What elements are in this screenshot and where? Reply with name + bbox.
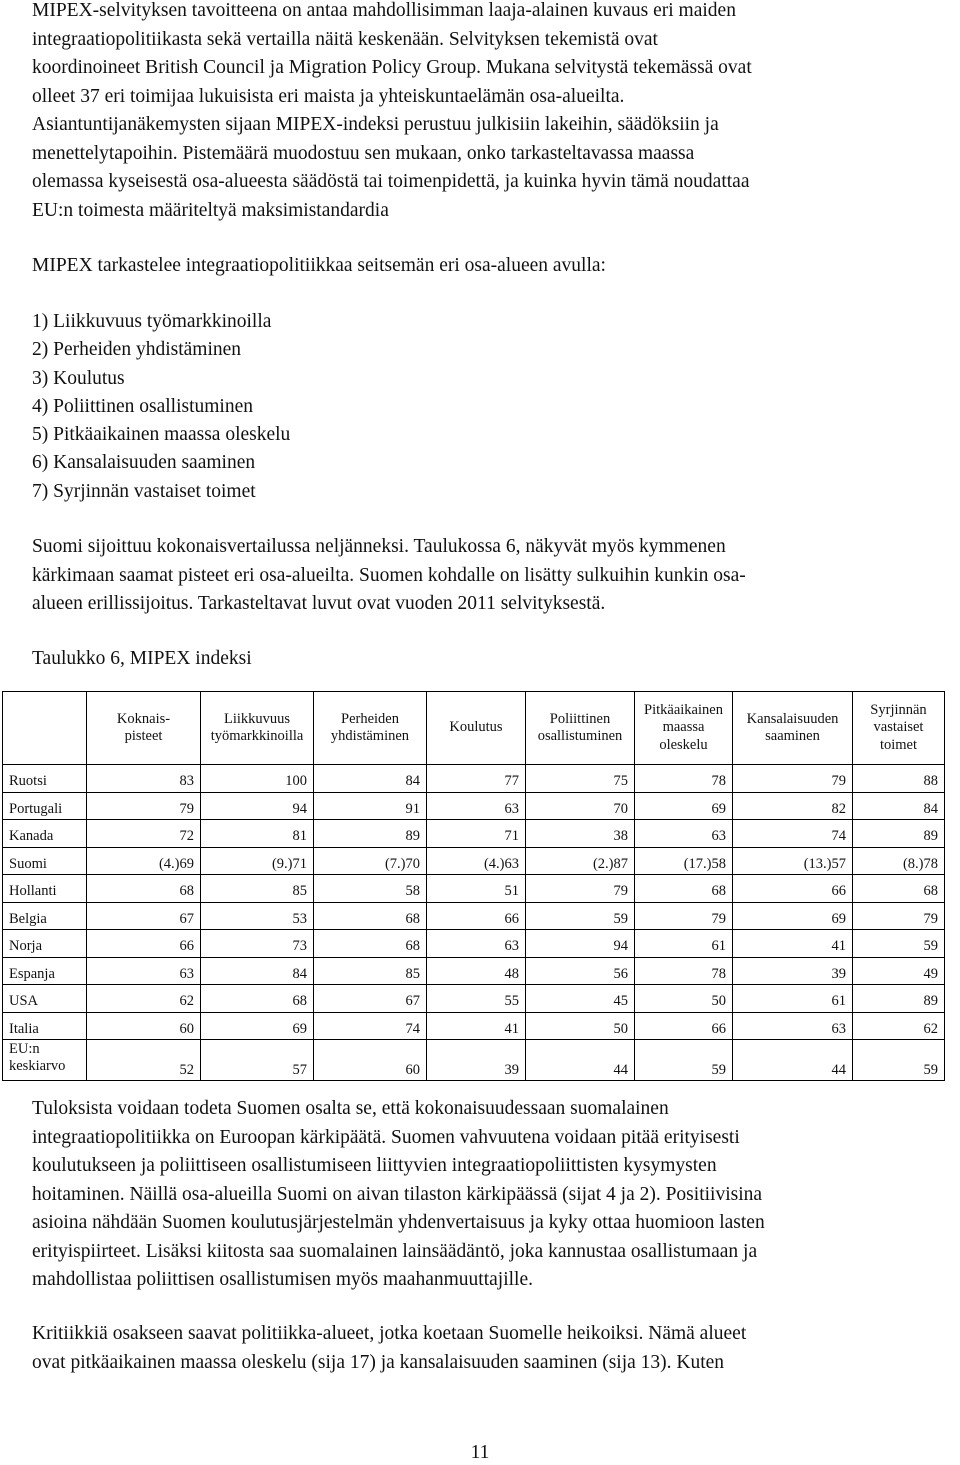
page-number: 11 [470,1442,490,1463]
score-cell: 38 [526,820,635,848]
country-cell: Ruotsi [3,765,87,793]
score-cell: 63 [635,820,733,848]
conclusion-line: asioina nähdään Suomen koulutusjärjestelmän yhdenvertaisuus ja kyky ottaa huomioon lasten [32,1212,765,1233]
score-cell: 78 [635,957,733,985]
column-header: Koulutus [427,692,526,765]
score-cell: (4.)63 [427,847,526,875]
score-cell: (9.)71 [201,847,314,875]
table-row [3,1012,945,1040]
score-cell: 79 [733,765,853,793]
areas-intro: MIPEX tarkastelee integraatiopolitiikkaa seitsemän eri osa-alueen avulla: [32,255,606,276]
table-body [3,765,945,1081]
score-cell: 85 [201,875,314,903]
conclusion-line: erityispiirteet. Lisäksi kiitosta saa suomalainen lainsäädäntö, joka kannustaa osallistumaan ja [32,1240,758,1262]
score-cell: 63 [87,957,201,985]
column-header: Syrjinnän vastaiset toimet [853,692,945,765]
score-cell: (8.)78 [853,847,945,875]
score-cell: 84 [201,957,314,985]
score-cell: 60 [314,1040,427,1081]
list-item: 6) Kansalaisuuden saaminen [32,452,256,474]
country-cell: Portugali [3,792,87,820]
list-item: 2) Perheiden yhdistäminen [32,339,242,361]
intro-line: olemassa kyseisestä osa-alueesta säädöstä tai toimenpidettä, ja kuinka hyvin tämä noudattaa [32,171,750,192]
score-cell: 69 [733,902,853,930]
country-cell: Italia [3,1012,87,1040]
score-cell: 62 [853,1012,945,1040]
conclusion-line: koulutukseen ja poliittiseen osallistumiseen liittyvien integraatiopoliittisten kysymysten [32,1155,717,1176]
score-cell: 72 [87,820,201,848]
intro-line: Asiantuntijanäkemysten sijaan MIPEX-indeksi perustuu julkisiin lakeihin, säädöksiin ja [32,114,719,135]
score-cell: 79 [526,875,635,903]
score-cell: 69 [201,1012,314,1040]
column-header: Kansalaisuuden saaminen [733,692,853,765]
conclusion-line: hoitaminen. Näillä osa-alueilla Suomi on aivan tilaston kärkipäässä (sijat 4 ja 2). Positiivisina [32,1183,763,1205]
score-cell: (7.)70 [314,847,427,875]
list-item: 4) Poliittinen osallistuminen [32,395,253,417]
ranking-paragraph [32,533,928,619]
score-cell: 53 [201,902,314,930]
conclusion-line: mahdollistaa poliittisen osallistumisen myös maahanmuuttajille. [32,1269,533,1290]
score-cell: 61 [733,985,853,1013]
score-cell: 68 [314,930,427,958]
score-cell: 67 [87,902,201,930]
table-caption: Taulukko 6, MIPEX indeksi [32,648,252,669]
score-cell: 78 [635,765,733,793]
score-cell: 63 [427,930,526,958]
table-row [3,820,945,848]
ranking-line: kärkimaan saamat pisteet eri osa-alueilta. Suomen kohdalle on lisätty sulkuihin kunkin osa- [32,564,746,586]
score-cell: 68 [635,875,733,903]
score-cell: 41 [427,1012,526,1040]
intro-line: menettelytapoihin. Pistemäärä muodostuu sen mukaan, onko tarkasteltavassa maassa [32,142,695,164]
score-cell: 66 [87,930,201,958]
list-item: 3) Koulutus [32,367,125,389]
score-cell: 51 [427,875,526,903]
score-cell: 69 [635,792,733,820]
score-cell: 44 [526,1040,635,1081]
criticism-line: ovat pitkäaikainen maassa oleskelu (sija 17) ja kansalaisuuden saaminen (sija 13). Kuten [32,1351,725,1373]
score-cell: 66 [635,1012,733,1040]
score-cell: 50 [526,1012,635,1040]
table-row [3,930,945,958]
table-row [3,957,945,985]
table-row [3,792,945,820]
table-row [3,985,945,1013]
score-cell: 44 [733,1040,853,1081]
score-cell: 84 [314,765,427,793]
intro-line: olleet 37 eri toimijaa lukuisista eri maista ja yhteiskuntaelämän osa-alueilta. [32,85,625,107]
column-header [3,692,87,765]
list-item: 1) Liikkuvuus työmarkkinoilla [32,311,272,332]
score-cell: 81 [201,820,314,848]
score-cell: 39 [733,957,853,985]
score-cell: 58 [314,875,427,903]
score-cell: 48 [427,957,526,985]
score-cell: 71 [427,820,526,848]
intro-line: MIPEX-selvityksen tavoitteena on antaa mahdollisimman laaja-alainen kuvaus eri maiden [32,0,736,21]
score-cell: 94 [201,792,314,820]
score-cell: 59 [853,930,945,958]
table-row [3,1040,945,1081]
score-cell: 91 [314,792,427,820]
score-cell: 49 [853,957,945,985]
country-cell: Hollanti [3,875,87,903]
score-cell: 59 [635,1040,733,1081]
column-header: Perheiden yhdistäminen [314,692,427,765]
score-cell: 74 [314,1012,427,1040]
table-row [3,765,945,793]
score-cell: 39 [427,1040,526,1081]
score-cell: (4.)69 [87,847,201,875]
score-cell: 88 [853,765,945,793]
score-cell: 56 [526,957,635,985]
conclusion-paragraph [32,1095,928,1295]
score-cell: 70 [526,792,635,820]
country-cell: Suomi [3,847,87,875]
policy-areas-list [32,308,290,506]
score-cell: 77 [427,765,526,793]
score-cell: 41 [733,930,853,958]
score-cell: 63 [427,792,526,820]
country-cell: Belgia [3,902,87,930]
table-header-row [3,692,945,765]
score-cell: 82 [733,792,853,820]
table-row [3,875,945,903]
country-cell: EU:n keskiarvo [3,1040,87,1081]
score-cell: 85 [314,957,427,985]
mipex-table [2,691,945,1081]
intro-line: EU:n toimesta määriteltyä maksimistandardia [32,199,389,221]
score-cell: (2.)87 [526,847,635,875]
column-header: Liikkuvuus työmarkkinoilla [201,692,314,765]
score-cell: 79 [853,902,945,930]
country-cell: Norja [3,930,87,958]
score-cell: 94 [526,930,635,958]
conclusion-line: integraatiopolitiikka on Euroopan kärkipäätä. Suomen vahvuutena voidaan pitää erityisesti [32,1126,740,1148]
score-cell: 63 [733,1012,853,1040]
score-cell: 73 [201,930,314,958]
score-cell: 100 [201,765,314,793]
score-cell: 59 [526,902,635,930]
country-cell: USA [3,985,87,1013]
score-cell: 68 [87,875,201,903]
score-cell: 50 [635,985,733,1013]
score-cell: 68 [201,985,314,1013]
column-header: Koknais- pisteet [87,692,201,765]
conclusion-line: Tuloksista voidaan todeta Suomen osalta se, että kokonaisuudessaan suomalainen [32,1098,669,1119]
score-cell: 74 [733,820,853,848]
score-cell: 68 [314,902,427,930]
score-cell: 45 [526,985,635,1013]
score-cell: 61 [635,930,733,958]
score-cell: 60 [87,1012,201,1040]
score-cell: 52 [87,1040,201,1081]
score-cell: 55 [427,985,526,1013]
criticism-paragraph [32,1320,928,1377]
column-header: Pitkäaikainen maassa oleskelu [635,692,733,765]
intro-paragraph [32,0,928,225]
column-header: Poliittinen osallistuminen [526,692,635,765]
score-cell: 89 [314,820,427,848]
score-cell: 62 [87,985,201,1013]
score-cell: 75 [526,765,635,793]
ranking-line: alueen erillissijoitus. Tarkasteltavat luvut ovat vuoden 2011 selvityksestä. [32,593,606,614]
score-cell: 83 [87,765,201,793]
score-cell: 79 [635,902,733,930]
score-cell: 66 [427,902,526,930]
table-row [3,902,945,930]
score-cell: 57 [201,1040,314,1081]
score-cell: 68 [853,875,945,903]
score-cell: 59 [853,1040,945,1081]
criticism-line: Kritiikkiä osakseen saavat politiikka-alueet, jotka koetaan Suomelle heikoiksi. Nämä alueet [32,1323,747,1344]
intro-line: koordinoineet British Council ja Migration Policy Group. Mukana selvitystä tekemässä ovat [32,57,752,78]
intro-line: integraatiopolitiikasta sekä vertailla näitä keskenään. Selvityksen tekemistä ovat [32,28,658,50]
score-cell: 79 [87,792,201,820]
score-cell: 84 [853,792,945,820]
ranking-line: Suomi sijoittuu kokonaisvertailussa neljänneksi. Taulukossa 6, näkyvät myös kymmenen [32,536,726,557]
score-cell: 89 [853,820,945,848]
score-cell: (13.)57 [733,847,853,875]
country-cell: Kanada [3,820,87,848]
score-cell: (17.)58 [635,847,733,875]
table-row [3,847,945,875]
score-cell: 66 [733,875,853,903]
country-cell: Espanja [3,957,87,985]
score-cell: 67 [314,985,427,1013]
list-item: 5) Pitkäaikainen maassa oleskelu [32,424,291,446]
list-item: 7) Syrjinnän vastaiset toimet [32,480,256,502]
score-cell: 89 [853,985,945,1013]
